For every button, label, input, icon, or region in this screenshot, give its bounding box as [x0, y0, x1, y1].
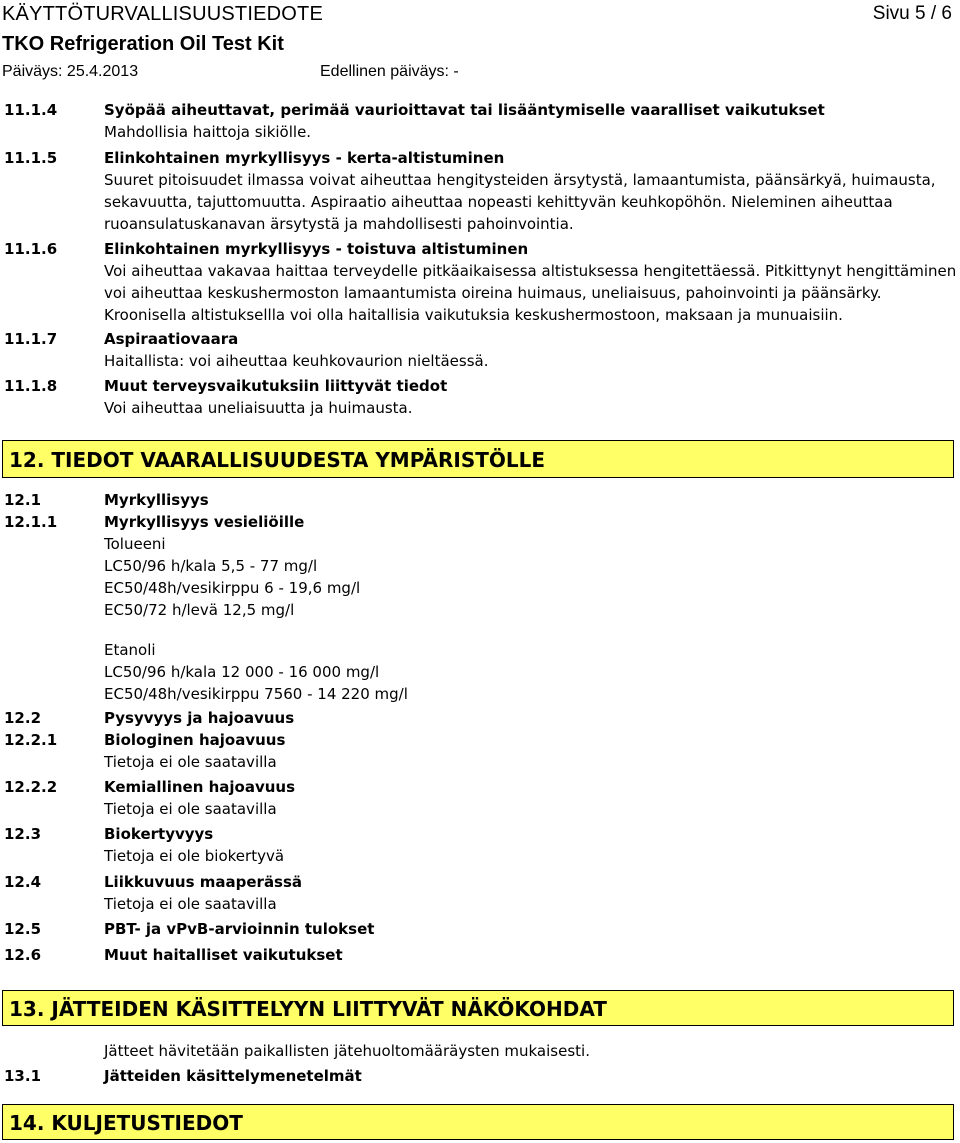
product-name: TKO Refrigeration Oil Test Kit [2, 33, 284, 55]
issue-date: Päiväys: 25.4.2013 [2, 63, 139, 80]
previous-date: Edellinen päiväys: - [320, 63, 459, 80]
toxicity-value: EC50/72 h/levä 12,5 mg/l [104, 601, 295, 619]
toxicity-value: LC50/96 h/kala 12 000 - 16 000 mg/l [104, 663, 380, 681]
page-number: Sivu 5 / 6 [872, 3, 952, 24]
section-title: Elinkohtainen myrkyllisyys - toistuva altistuminen [104, 240, 529, 258]
section-text: Tietoja ei ole saatavilla [104, 800, 277, 818]
section-text: Tietoja ei ole biokertyvä [104, 847, 285, 865]
section-text: ruoansulatuskanavan ärsytystä ja mahdollisesti pahoinvointia. [104, 215, 574, 233]
section-title: Elinkohtainen myrkyllisyys - kerta-altistuminen [104, 149, 505, 167]
section-number: 13.1 [4, 1067, 42, 1085]
section-number: 11.1.4 [4, 101, 58, 119]
toxicity-value: EC50/48h/vesikirppu 6 - 19,6 mg/l [104, 579, 361, 597]
section-number: 12.6 [4, 946, 42, 964]
section-text: Tietoja ei ole saatavilla [104, 753, 277, 771]
section-title: Jätteiden käsittelymenetelmät [104, 1067, 362, 1085]
section-title: Pysyvyys ja hajoavuus [104, 709, 295, 727]
section-text: sekavuutta, tajuttomuutta. Aspiraatio aiheuttaa nopeasti kehittyvän keuhkopöhön. Nieleminen aiheuttaa [104, 193, 893, 211]
section-title: Aspiraatiovaara [104, 330, 239, 348]
section-number: 11.1.8 [4, 377, 58, 395]
section-number: 12.2.2 [4, 778, 58, 796]
substance-name: Tolueeni [104, 535, 166, 553]
section-title: Kemiallinen hajoavuus [104, 778, 296, 796]
section-title: Muut haitalliset vaikutukset [104, 946, 343, 964]
section-12-banner: 12. TIEDOT VAARALLISUUDESTA YMPÄRISTÖLLE [2, 440, 954, 478]
section-text: Voi aiheuttaa uneliaisuutta ja huimausta. [104, 399, 413, 417]
section-title: Syöpää aiheuttavat, perimää vaurioittavat tai lisääntymiselle vaaralliset vaikutukset [104, 101, 825, 119]
section-number: 12.1.1 [4, 513, 58, 531]
substance-name: Etanoli [104, 641, 156, 659]
section-13-banner: 13. JÄTTEIDEN KÄSITTELYYN LIITTYVÄT NÄKÖKOHDAT [2, 990, 954, 1026]
section-number: 11.1.6 [4, 240, 58, 258]
section-title: Liikkuvuus maaperässä [104, 873, 303, 891]
document-type: KÄYTTÖTURVALLISUUSTIEDOTE [2, 3, 323, 25]
toxicity-value: EC50/48h/vesikirppu 7560 - 14 220 mg/l [104, 685, 408, 703]
section-title: Myrkyllisyys vesieliöille [104, 513, 305, 531]
section-text: Haitallista: voi aiheuttaa keuhkovaurion nieltäessä. [104, 352, 489, 370]
section-title: Myrkyllisyys [104, 491, 209, 509]
section-text: Jätteet hävitetään paikallisten jätehuoltomääräysten mukaisesti. [104, 1042, 590, 1060]
section-title: Muut terveysvaikutuksiin liittyvät tiedot [104, 377, 448, 395]
section-14-banner: 14. KULJETUSTIEDOT [2, 1104, 954, 1140]
section-number: 12.2 [4, 709, 42, 727]
section-number: 12.3 [4, 825, 42, 843]
section-title: Biokertyvyys [104, 825, 214, 843]
section-number: 11.1.5 [4, 149, 58, 167]
section-number: 12.1 [4, 491, 42, 509]
section-number: 12.4 [4, 873, 42, 891]
section-title: PBT- ja vPvB-arvioinnin tulokset [104, 920, 375, 938]
section-number: 12.2.1 [4, 731, 58, 749]
section-number: 11.1.7 [4, 330, 58, 348]
section-text: Tietoja ei ole saatavilla [104, 895, 277, 913]
section-title: Biologinen hajoavuus [104, 731, 286, 749]
section-text: Mahdollisia haittoja sikiölle. [104, 123, 312, 141]
section-text: Kroonisella altistuksellla voi olla haitallisia vaikutuksia keskushermostoon, maksaan ja munuaisiin. [104, 306, 843, 324]
toxicity-value: LC50/96 h/kala 5,5 - 77 mg/l [104, 557, 318, 575]
section-text: voi aiheuttaa keskushermoston lamaantumista oireina huimaus, uneliaisuus, pahoinvointi ja päänsärky. [104, 284, 882, 302]
section-text: Voi aiheuttaa vakavaa haittaa terveydelle pitkäaikaisessa altistuksessa hengitettäessä. Pitkittynyt hengittäminen [104, 262, 957, 280]
section-number: 12.5 [4, 920, 42, 938]
section-text: Suuret pitoisuudet ilmassa voivat aiheuttaa hengitysteiden ärsytystä, lamaantumista, päänsärkyä, huimausta, [104, 171, 936, 189]
